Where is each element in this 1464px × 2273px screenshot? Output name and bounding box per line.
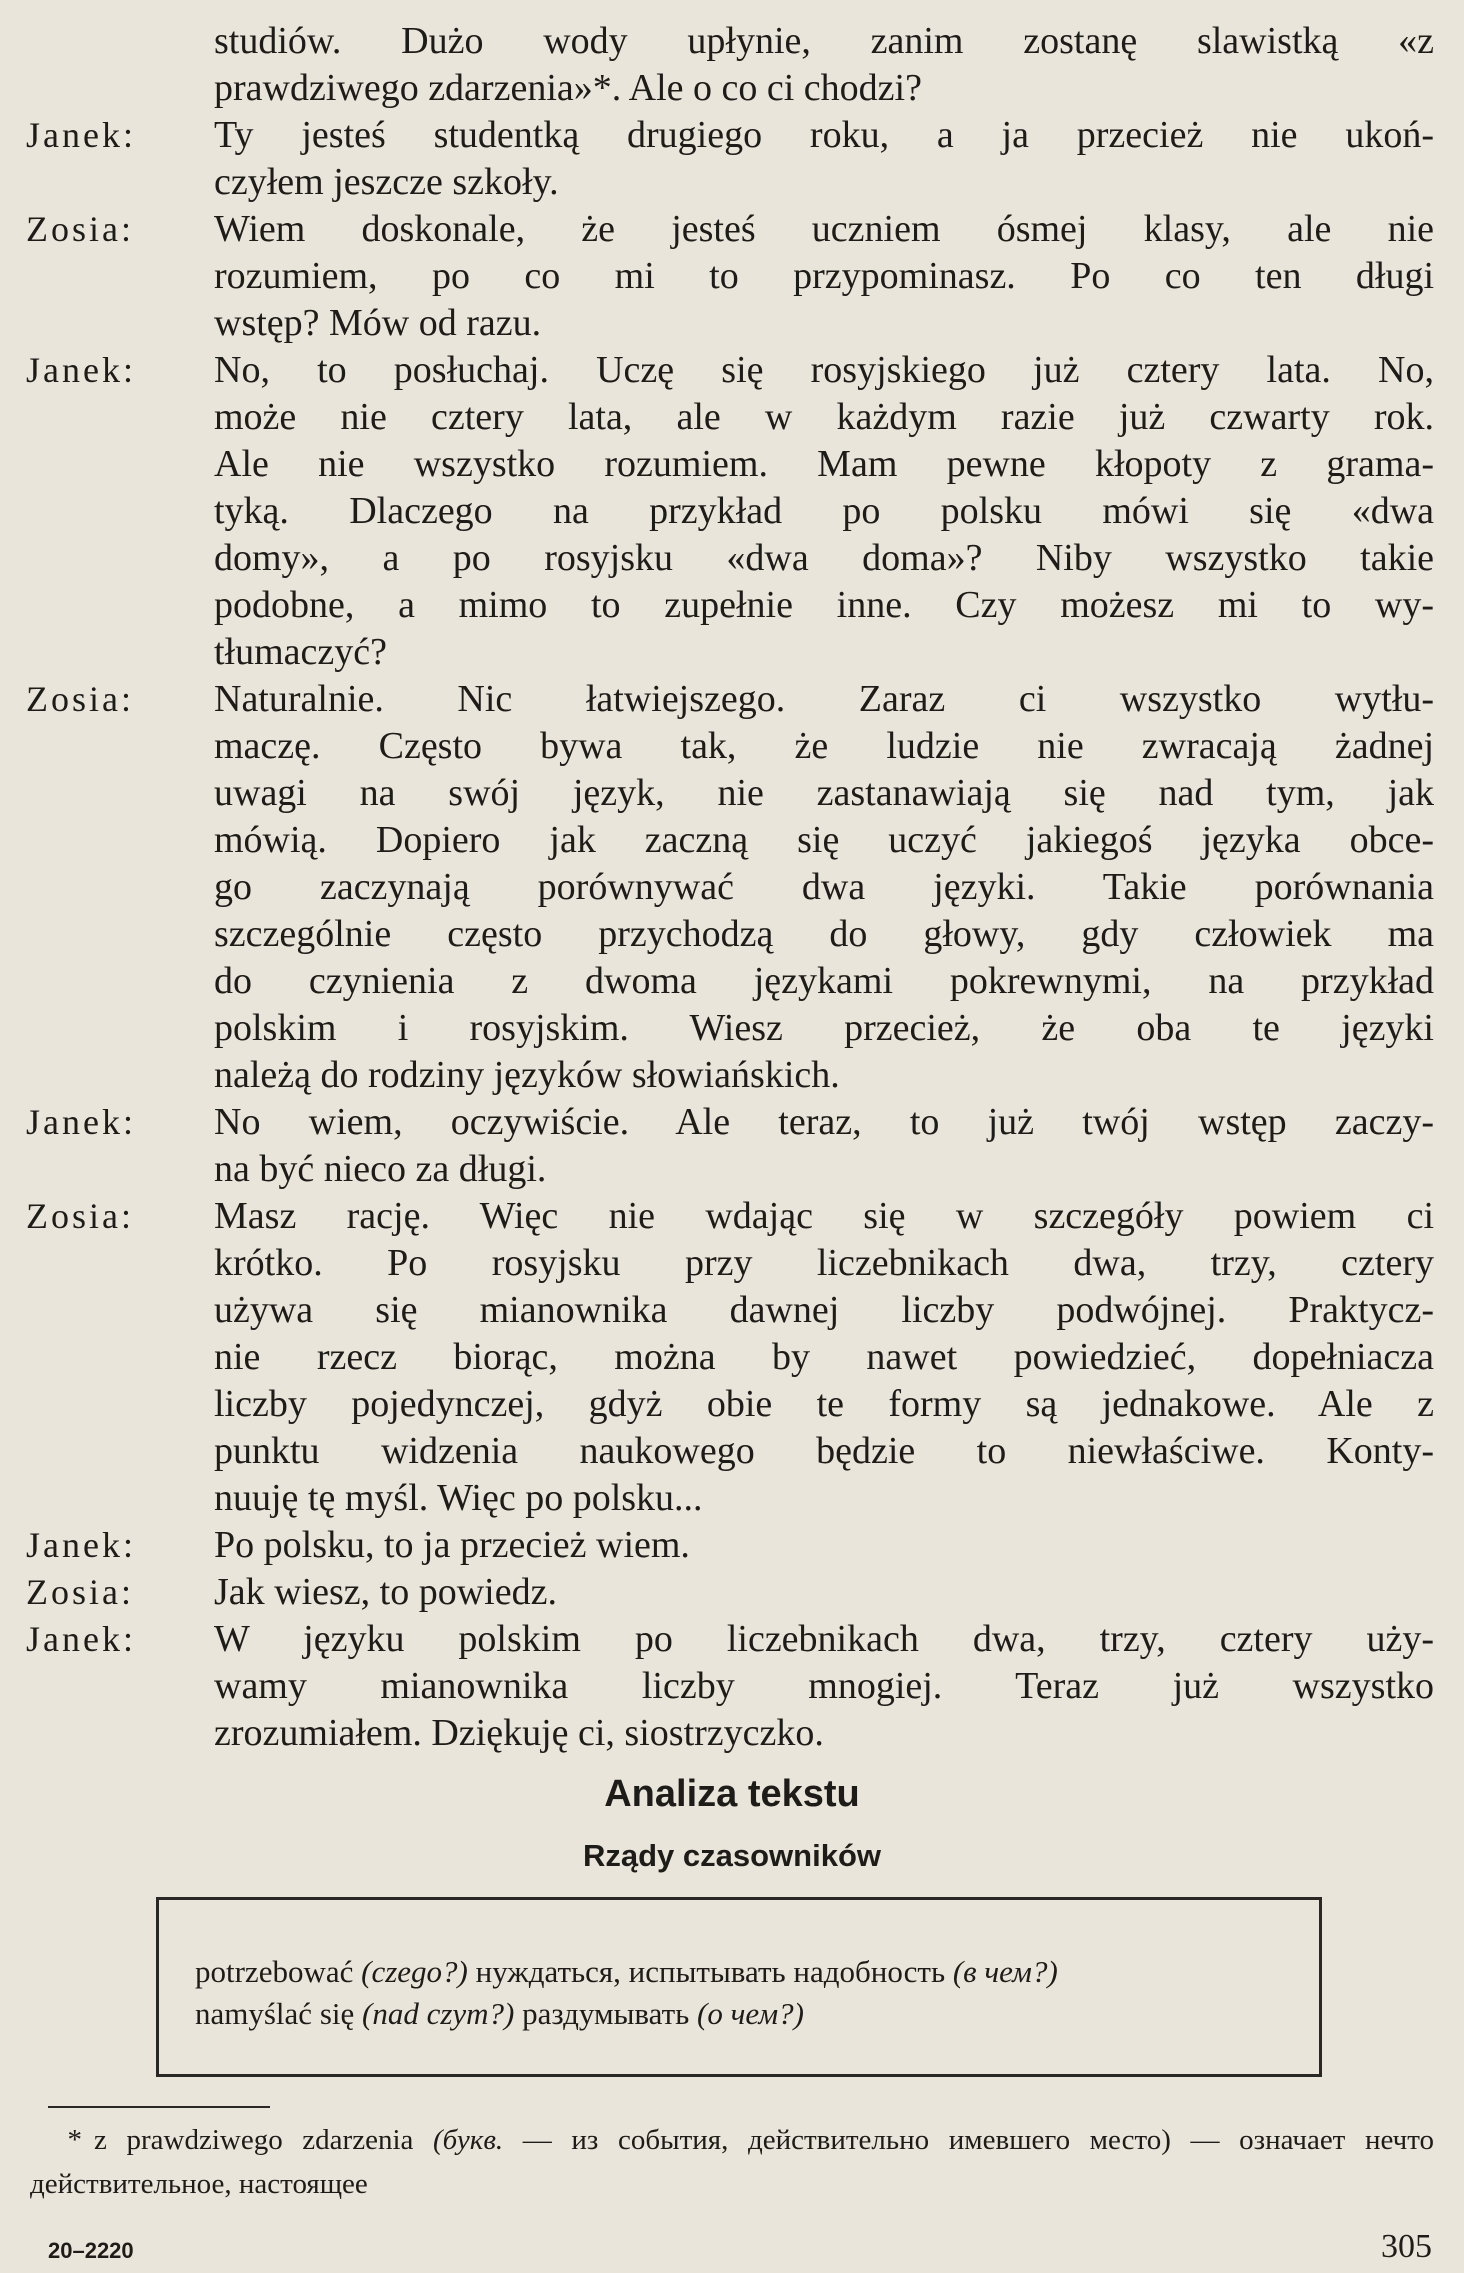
speech-line: wamy mianownika liczby mnogiej. Teraz już wszystko: [214, 1665, 1434, 1707]
speech-line: na być nieco za długi.: [214, 1148, 547, 1190]
speech-text: [214, 206, 1434, 347]
russian-translation: раздумывать: [522, 1996, 690, 2031]
speech-line: Ale nie wszystko rozumiem. Mam pewne kłopoty z grama-: [214, 443, 1434, 485]
section-title: Analiza tekstu: [604, 1773, 860, 1815]
dialogue-turn: [26, 1569, 1434, 1616]
footnote-rule: [48, 2106, 270, 2108]
russian-translation: нуждаться, испытывать надобность: [475, 1954, 946, 1989]
speech-line: Naturalnie. Nic łatwiejszego. Zaraz ci wszystko wytłu-: [214, 678, 1434, 720]
dialogue-turn: [26, 1099, 1434, 1193]
speech-line: krótko. Po rosyjsku przy liczebnikach dwa, trzy, cztery: [214, 1242, 1434, 1284]
polish-verb: namyślać się: [195, 1996, 355, 2031]
speech-line: Po polsku, to ja przecież wiem.: [214, 1524, 690, 1566]
dialogue-turn: [26, 18, 1434, 112]
speech-text: [214, 1569, 1434, 1616]
polish-verb: potrzebować: [195, 1954, 354, 1989]
speech-line: go zaczynają porównywać dwa języki. Takie porównania: [214, 866, 1434, 908]
footnote-phrase: z prawdziwego zdarzenia: [94, 2124, 414, 2156]
speech-text: [214, 18, 1434, 112]
polish-case-question: (nad czym?): [362, 1996, 515, 2031]
dialogue-turn: [26, 112, 1434, 206]
speech-line: tłumaczyć?: [214, 631, 388, 673]
speech-line: czyłem jeszcze szkoły.: [214, 161, 559, 203]
dialogue-turn: [26, 1616, 1434, 1757]
speech-line: Ty jesteś studentką drugiego roku, a ja przecież nie ukoń-: [214, 114, 1434, 156]
speech-text: [214, 1193, 1434, 1522]
speaker-name: Zosia:: [26, 1572, 134, 1612]
speaker-name: Janek:: [26, 1619, 136, 1659]
speech-line: szczególnie często przychodzą do głowy, gdy człowiek ma: [214, 913, 1434, 955]
speech-text: [214, 676, 1434, 1099]
dialogue-turn: [26, 206, 1434, 347]
speaker-name: Zosia:: [26, 1196, 134, 1236]
speech-line: liczby pojedynczej, gdyż obie te formy są jednakowe. Ale z: [214, 1383, 1434, 1425]
speech-line: do czynienia z dwoma językami pokrewnymi, na przykład: [214, 960, 1434, 1002]
speech-line: używa się mianownika dawnej liczby podwójnej. Praktycz-: [214, 1289, 1434, 1331]
speaker-name: Janek:: [26, 350, 136, 390]
footnote-label: (букв.: [433, 2124, 504, 2156]
speaker-name: Janek:: [26, 1525, 136, 1565]
printer-signature: 20–2220: [48, 2238, 134, 2263]
footnote-text: — из события, действительно имевшего место) — означает нечто действительное, настоящее: [30, 2124, 1435, 2200]
footnote: [30, 2118, 1434, 2206]
section-subtitle: Rządy czasowników: [582, 1838, 882, 1873]
speech-line: nuuję tę myśl. Więc po polsku...: [214, 1477, 703, 1519]
speech-text: [214, 347, 1434, 676]
speaker-name: Zosia:: [26, 679, 134, 719]
speech-text: [214, 1099, 1434, 1193]
speech-line: należą do rodziny języków słowiańskich.: [214, 1054, 840, 1096]
speech-line: rozumiem, po co mi to przypominasz. Po co ten długi: [214, 255, 1434, 297]
speech-line: Jak wiesz, to powiedz.: [214, 1571, 557, 1613]
verb-government-table: [156, 1897, 1322, 2077]
speech-line: mówią. Dopiero jak zaczną się uczyć jakiegoś języka obce-: [214, 819, 1434, 861]
speech-line: podobne, a mimo to zupełnie inne. Czy możesz mi to wy-: [214, 584, 1434, 626]
speaker-name: Zosia:: [26, 209, 134, 249]
speaker-name: Janek:: [26, 115, 136, 155]
page-number: 305: [1381, 2228, 1432, 2265]
russian-case-question: (о чем?): [697, 1996, 804, 2031]
dialogue-turn: [26, 1193, 1434, 1522]
speech-line: No wiem, oczywiście. Ale teraz, to już twój wstęp zaczy-: [214, 1101, 1434, 1143]
speech-line: prawdziwego zdarzenia»*. Ale o co ci chodzi?: [214, 67, 922, 109]
speech-line: polskim i rosyjskim. Wiesz przecież, że oba te języki: [214, 1007, 1434, 1049]
speech-line: Wiem doskonale, że jesteś uczniem ósmej klasy, ale nie: [214, 208, 1434, 250]
speech-line: Masz rację. Więc nie wdając się w szczegóły powiem ci: [214, 1195, 1434, 1237]
speech-line: W języku polskim po liczebnikach dwa, trzy, cztery uży-: [214, 1618, 1434, 1660]
speech-line: studiów. Dużo wody upłynie, zanim zostanę slawistką «z: [214, 20, 1434, 62]
speech-line: maczę. Często bywa tak, że ludzie nie zwracają żadnej: [214, 725, 1434, 767]
speech-line: nie rzecz biorąc, można by nawet powiedzieć, dopełniacza: [214, 1336, 1434, 1378]
russian-case-question: (в чем?): [952, 1954, 1058, 1989]
speech-text: [214, 112, 1434, 206]
dialogue-turn: [26, 676, 1434, 1099]
dialogue: [26, 18, 1434, 1757]
speech-text: [214, 1522, 1434, 1569]
speech-line: No, to posłuchaj. Uczę się rosyjskiego już cztery lata. No,: [214, 349, 1434, 391]
speech-line: domy», a po rosyjsku «dwa doma»? Niby wszystko takie: [214, 537, 1434, 579]
speech-line: zrozumiałem. Dziękuję ci, siostrzyczko.: [214, 1712, 824, 1754]
speech-text: [214, 1616, 1434, 1757]
speech-line: tyką. Dlaczego na przykład po polsku mówi się «dwa: [214, 490, 1434, 532]
dialogue-turn: [26, 1522, 1434, 1569]
speaker-name: Janek:: [26, 1102, 136, 1142]
speech-line: może nie cztery lata, ale w każdym razie już czwarty rok.: [214, 396, 1434, 438]
table-row: [195, 1994, 804, 2034]
polish-case-question: (czego?): [361, 1954, 468, 1989]
speech-line: uwagi na swój język, nie zastanawiają się nad tym, jak: [214, 772, 1434, 814]
table-row: [195, 1952, 1058, 1992]
speech-line: wstęp? Mów od razu.: [214, 302, 542, 344]
speech-line: punktu widzenia naukowego będzie to niewłaściwe. Konty-: [214, 1430, 1434, 1472]
dialogue-turn: [26, 347, 1434, 676]
footnote-marker: *: [67, 2124, 82, 2156]
